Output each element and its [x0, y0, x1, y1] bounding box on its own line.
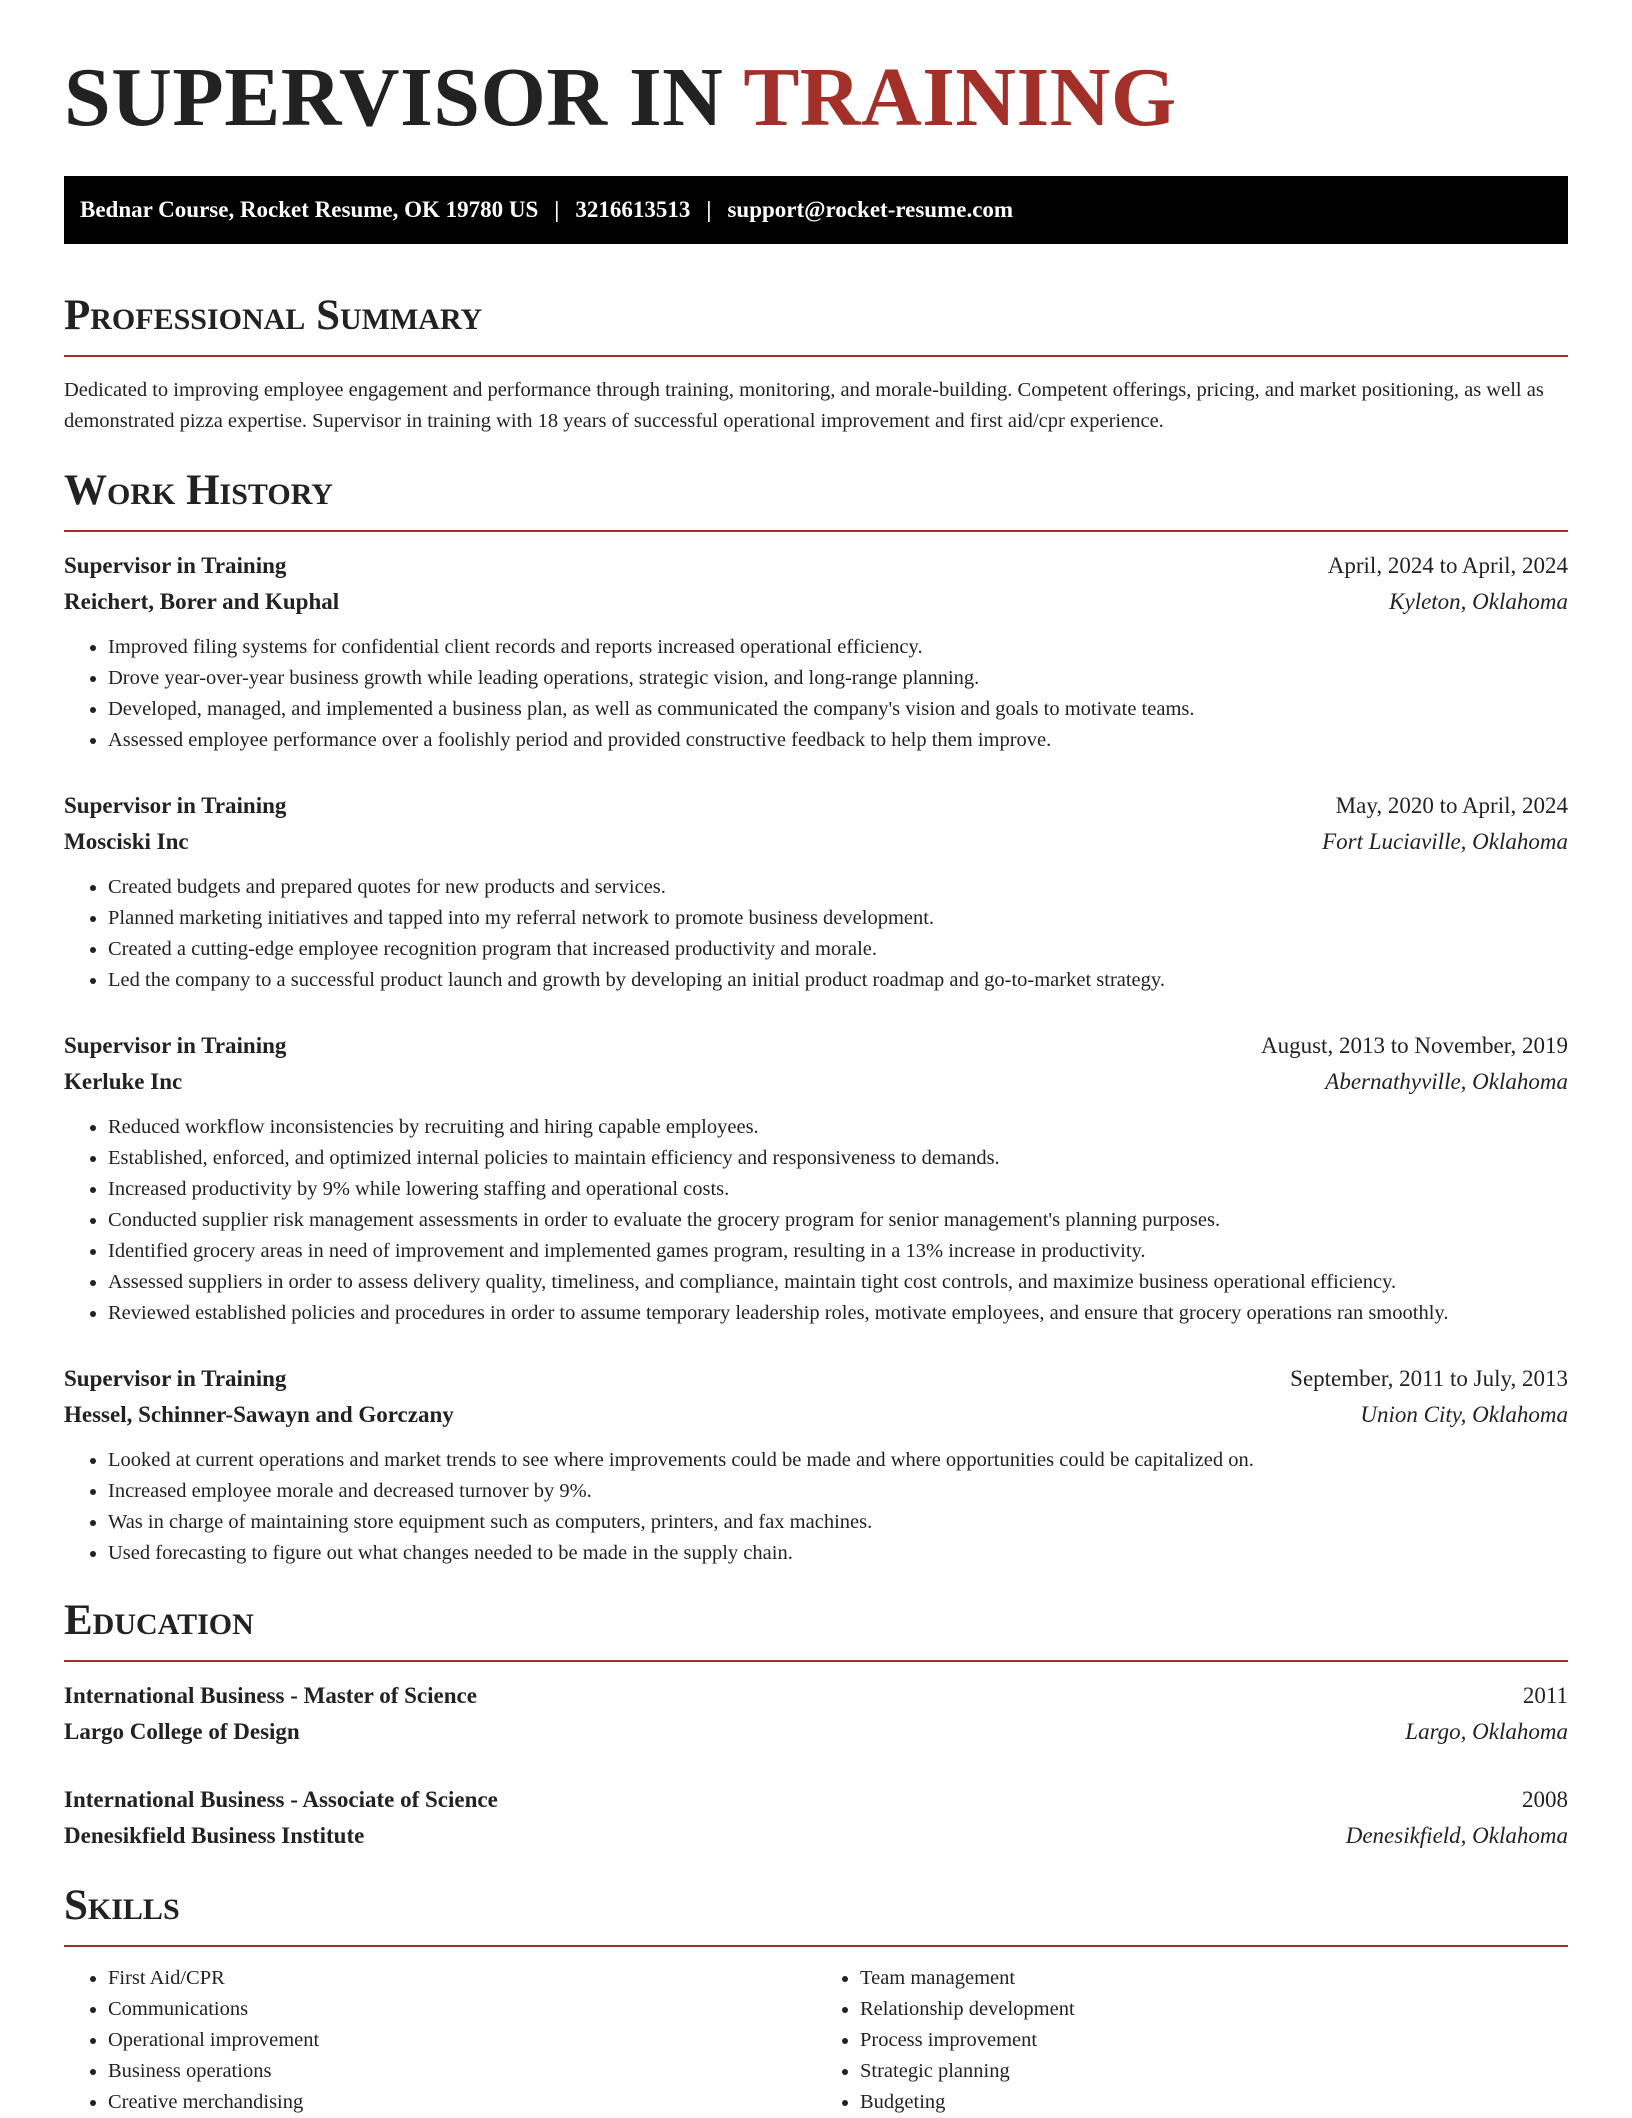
contact-address: Bednar Course, Rocket Resume, OK 19780 US	[80, 197, 539, 222]
skills-list-right	[816, 1963, 1568, 2118]
list-item: • Led the company to a successful product launch and growth by developing an initial product roadmap and go-to-market strategy.	[108, 965, 1568, 996]
job-dates: April, 2024 to April, 2024	[1327, 553, 1568, 578]
list-item: • Assessed employee performance over a foolishly period and provided constructive feedback to help them improve.	[108, 725, 1568, 756]
title-main: SUPERVISOR IN	[64, 51, 724, 144]
job-dates: September, 2011 to July, 2013	[1290, 1366, 1568, 1391]
job-company: Hessel, Schinner-Sawayn and Gorczany	[64, 1402, 454, 1427]
job-entry	[64, 1028, 1568, 1329]
education-section	[64, 1599, 1568, 1854]
list-item: • Planned marketing initiatives and tapped into my referral network to promote business development.	[108, 903, 1568, 934]
job-bullets	[64, 872, 1568, 996]
education-year: 2008	[1522, 1787, 1568, 1812]
education-entry	[64, 1782, 1568, 1854]
job-title: Supervisor in Training	[64, 553, 287, 578]
education-school: Largo College of Design	[64, 1719, 300, 1744]
list-item: • Developed, managed, and implemented a business plan, as well as communicated the company's vision and goals to motivate teams.	[108, 694, 1568, 725]
job-company: Mosciski Inc	[64, 829, 189, 854]
list-item: • Drove year-over-year business growth while leading operations, strategic vision, and long-range planning.	[108, 663, 1568, 694]
job-location: Kyleton, Oklahoma	[1389, 589, 1568, 614]
job-dates: May, 2020 to April, 2024	[1335, 793, 1568, 818]
skill-item: • Operational improvement	[108, 2025, 816, 2056]
skills-section	[64, 1884, 1568, 2118]
list-item: • Increased productivity by 9% while lowering staffing and operational costs.	[108, 1174, 1568, 1205]
job-bullets	[64, 632, 1568, 756]
job-location: Fort Luciaville, Oklahoma	[1322, 829, 1568, 854]
list-item: • Looked at current operations and market trends to see where improvements could be made and where opportunities could be capitalized on.	[108, 1445, 1568, 1476]
list-item: • Identified grocery areas in need of improvement and implemented games program, resulting in a 13% increase in productivity.	[108, 1236, 1568, 1267]
skill-item: • Budgeting	[860, 2087, 1568, 2118]
contact-email[interactable]: support@rocket-resume.com	[727, 197, 1014, 222]
skills-list-left	[64, 1963, 816, 2118]
job-company: Reichert, Borer and Kuphal	[64, 589, 340, 614]
summary-section	[64, 294, 1568, 437]
education-entry	[64, 1678, 1568, 1750]
education-school: Denesikfield Business Institute	[64, 1823, 365, 1848]
job-entry	[64, 1361, 1568, 1569]
list-item: • Improved filing systems for confidential client records and reports increased operational efficiency.	[108, 632, 1568, 663]
contact-separator: |	[554, 197, 560, 222]
list-item: • Increased employee morale and decreased turnover by 9%.	[108, 1476, 1568, 1507]
job-company: Kerluke Inc	[64, 1069, 183, 1094]
list-item: • Reviewed established policies and procedures in order to assume temporary leadership roles, motivate employees, and ensure that grocery operations ran smoothly.	[108, 1298, 1568, 1329]
skill-item: • Relationship development	[860, 1994, 1568, 2025]
section-title-skills: Skills	[64, 1884, 1568, 1947]
section-title-education: Education	[64, 1599, 1568, 1662]
job-entry	[64, 788, 1568, 996]
education-degree: International Business - Associate of Science	[64, 1787, 498, 1812]
skills-columns	[64, 1947, 1568, 2118]
work-history-section	[64, 469, 1568, 1569]
job-location: Union City, Oklahoma	[1360, 1402, 1568, 1427]
job-entry	[64, 548, 1568, 756]
resume-title	[64, 0, 1568, 176]
section-title-summary: Professional Summary	[64, 294, 1568, 357]
title-accent: TRAINING	[743, 51, 1177, 144]
skill-item: • Creative merchandising	[108, 2087, 816, 2118]
list-item: • Conducted supplier risk management assessments in order to evaluate the grocery program for senior management's planning purposes.	[108, 1205, 1568, 1236]
section-title-work-history: Work History	[64, 469, 1568, 532]
skill-item: • Strategic planning	[860, 2056, 1568, 2087]
list-item: • Reduced workflow inconsistencies by recruiting and hiring capable employees.	[108, 1112, 1568, 1143]
job-title: Supervisor in Training	[64, 1366, 287, 1391]
job-title: Supervisor in Training	[64, 793, 287, 818]
list-item: • Assessed suppliers in order to assess delivery quality, timeliness, and compliance, maintain tight cost controls, and maximize business operational efficiency.	[108, 1267, 1568, 1298]
list-item: • Used forecasting to figure out what changes needed to be made in the supply chain.	[108, 1538, 1568, 1569]
job-title: Supervisor in Training	[64, 1033, 287, 1058]
job-bullets	[64, 1112, 1568, 1329]
skill-item: • Team management	[860, 1963, 1568, 1994]
list-item: • Was in charge of maintaining store equipment such as computers, printers, and fax machines.	[108, 1507, 1568, 1538]
skill-item: • Process improvement	[860, 2025, 1568, 2056]
job-location: Abernathyville, Oklahoma	[1325, 1069, 1568, 1094]
contact-separator: |	[706, 197, 712, 222]
job-bullets	[64, 1445, 1568, 1569]
education-year: 2011	[1522, 1683, 1568, 1708]
education-degree: International Business - Master of Science	[64, 1683, 477, 1708]
job-dates: August, 2013 to November, 2019	[1261, 1033, 1568, 1058]
skill-item: • Business operations	[108, 2056, 816, 2087]
list-item: • Established, enforced, and optimized internal policies to maintain efficiency and responsiveness to demands.	[108, 1143, 1568, 1174]
skill-item: • First Aid/CPR	[108, 1963, 816, 1994]
education-location: Largo, Oklahoma	[1405, 1719, 1568, 1744]
list-item: • Created budgets and prepared quotes for new products and services.	[108, 872, 1568, 903]
summary-text: Dedicated to improving employee engagement and performance through training, monitoring, and morale-building. Competent offerings, pricing, and market positioning, as well as demonstrated pizza expertise. Supervisor in training with 18 years of successful operational improvement and first aid/cpr experience.	[64, 379, 1544, 432]
contact-bar	[64, 176, 1568, 244]
contact-phone: 3216613513	[575, 197, 691, 222]
list-item: • Created a cutting-edge employee recognition program that increased productivity and morale.	[108, 934, 1568, 965]
education-location: Denesikfield, Oklahoma	[1345, 1823, 1568, 1848]
skill-item: • Communications	[108, 1994, 816, 2025]
